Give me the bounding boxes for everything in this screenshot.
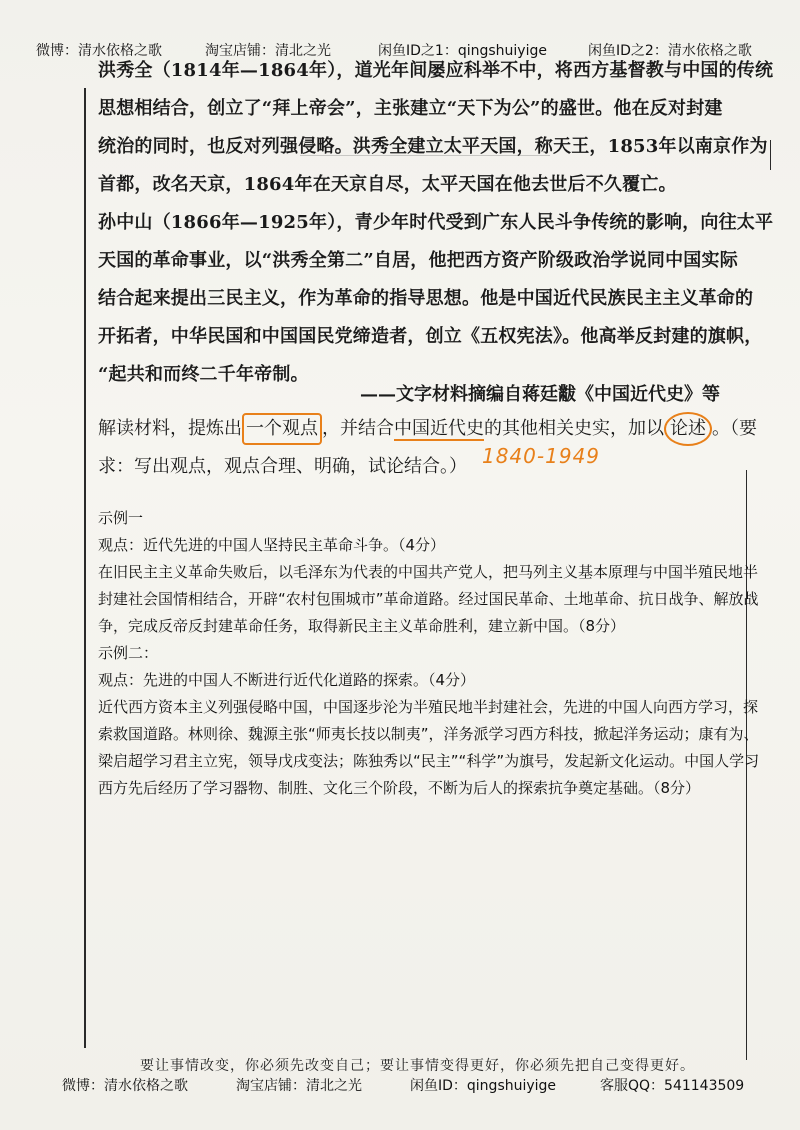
passage-line: 首都，改名天京，1864年在天京自尽，太平天国在他去世后不久覆亡。 <box>98 174 677 195</box>
example-2-body: 近代西方资本主义列强侵略中国，中国逐步沦为半殖民地半封建社会，先进的中国人向西方学习，探索救国道路。林则徐、魏源主张“师夷长技以制夷”，洋务派学习西方科技，掀起洋务运动；康有为、梁启超学习君主立宪，领导戊戌变法；陈独秀以“民主”“科学”为旗号，发起新文化运动。中国人学习西方先后经历了学习器物、制胜、文化三个阶段，不断为后人的探索抗争奠定基础。（8分） <box>98 698 760 797</box>
footer-motto: 要让事情改变，你必须先改变自己；要让事情变得更好，你必须先把自己变得更好。 <box>140 1058 695 1074</box>
underlined-text: 中国近代史 <box>394 418 484 439</box>
left-border-line <box>84 88 86 1048</box>
watermark-xianyu: 闲鱼ID：qingshuiyige <box>410 1078 557 1094</box>
watermark-xianyu-2: 闲鱼ID之2：清水依格之歌 <box>588 43 752 59</box>
passage-line: 思想相结合，创立了“拜上帝会”，主张建立“天下为公”的盛世。他在反对封建 <box>98 98 723 119</box>
watermark-weibo: 微博：清水依格之歌 <box>36 43 162 59</box>
question-line-1 <box>98 410 778 448</box>
question-text: 的其他相关史实，加以 <box>484 418 664 439</box>
watermark-weibo: 微博：清水依格之歌 <box>62 1078 188 1094</box>
example-2-title: 示例二： <box>98 644 159 662</box>
question-prompt <box>98 410 778 486</box>
question-line-2: 求：写出观点，观点合理、明确，试论结合。） <box>98 456 467 477</box>
question-text: ，并结合 <box>322 418 394 439</box>
watermark-qq: 客服QQ：541143509 <box>600 1078 745 1094</box>
example-1-body: 在旧民主主义革命失败后，以毛泽东为代表的中国共产党人，把马列主义基本原理与中国半殖民地半封建社会国情相结合，开辟“农村包围城市”革命道路。经过国民革命、土地革命、抗日战争、解放战争，完成反帝反封建革命任务，取得新民主主义革命胜利，建立新中国。（8分） <box>98 563 759 635</box>
highlight-box: 一个观点 <box>242 413 322 445</box>
passage-line: 开拓者，中华民国和中国国民党缔造者，创立《五权宪法》。他高举反封建的旗帜， <box>98 326 763 347</box>
handwritten-note: 1840-1949 <box>482 444 601 468</box>
question-text: 。（要 <box>712 418 757 439</box>
model-answers <box>98 505 763 802</box>
passage-line: “起共和而终二千年帝制。 <box>98 364 309 385</box>
example-2-viewpoint: 观点：先进的中国人不断进行近代化道路的探索。（4分） <box>98 671 476 689</box>
reading-passage <box>98 52 778 394</box>
passage-line: 统治的同时，也反对列强侵略。洪秀全建立太平天国，称天王，1853年以南京作为 <box>98 136 768 157</box>
passage-source: ——文字材料摘编自蒋廷黻《中国近代史》等 <box>360 384 720 405</box>
example-1-viewpoint: 观点：近代先进的中国人坚持民主革命斗争。（4分） <box>98 536 446 554</box>
highlight-circle: 论述 <box>664 412 712 446</box>
question-text: 解读材料，提炼出 <box>98 418 242 439</box>
watermark-xianyu-1: 闲鱼ID之1：qingshuiyige <box>378 43 547 59</box>
example-1-title: 示例一 <box>98 509 144 527</box>
passage-line: 孙中山（1866年—1925年），青少年时代受到广东人民斗争传统的影响，向往太平 <box>98 212 774 233</box>
watermark-taobao: 淘宝店铺：清北之光 <box>205 43 331 59</box>
passage-line: 结合起来提出三民主义，作为革命的指导思想。他是中国近代民族民主主义革命的 <box>98 288 754 309</box>
watermark-taobao: 淘宝店铺：清北之光 <box>236 1078 362 1094</box>
passage-line: 天国的革命事业，以“洪秀全第二”自居，他把西方资产阶级政治学说同中国实际 <box>98 250 738 271</box>
passage-line: 洪秀全（1814年—1864年），道光年间屡应科举不中，将西方基督教与中国的传统 <box>98 60 774 81</box>
